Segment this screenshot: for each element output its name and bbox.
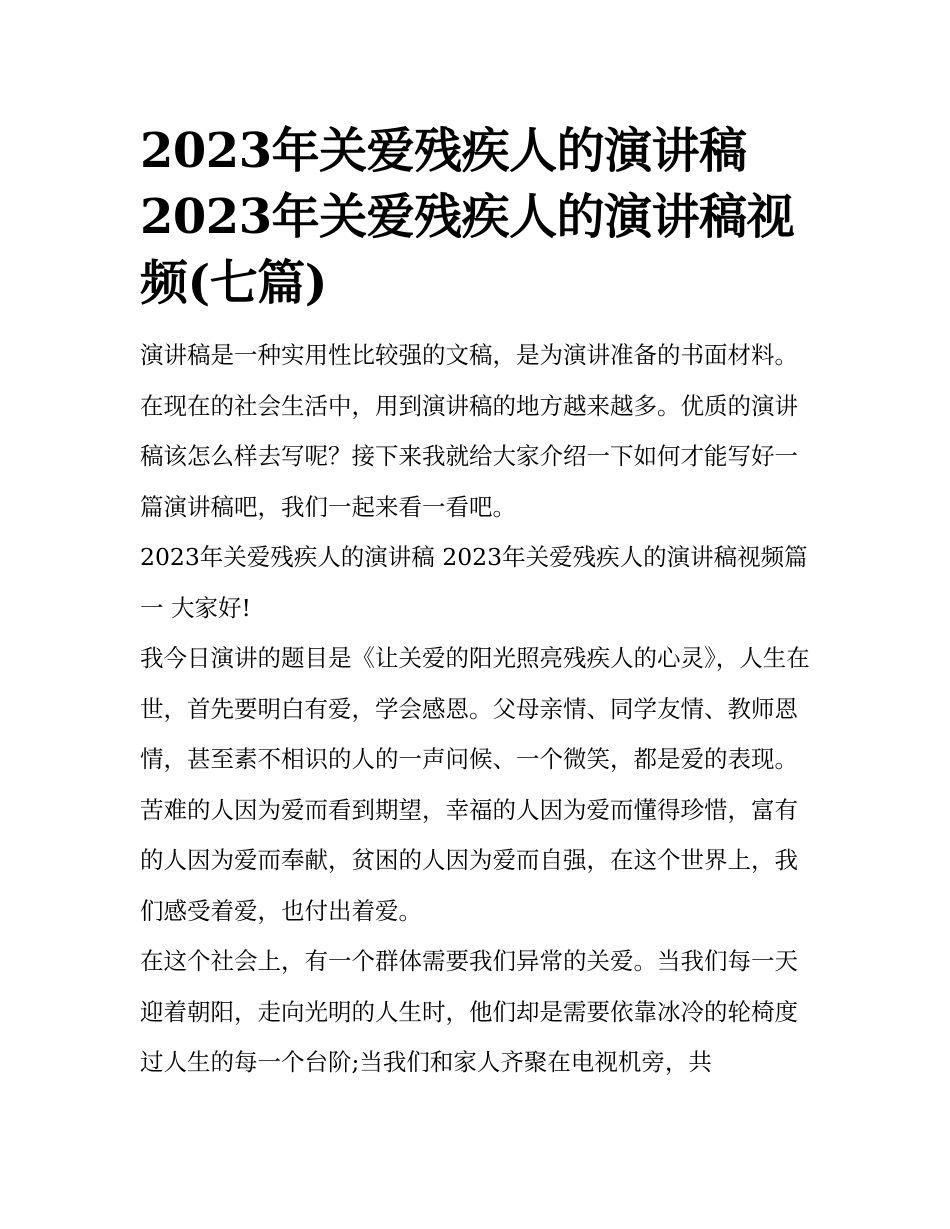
intro-paragraph: 演讲稿是一种实用性比较强的文稿，是为演讲准备的书面材料。在现在的社会生活中，用到演讲稿的地方越来越多。优质的演讲稿该怎么样去写呢？接下来我就给大家介绍一下如何才能写好一篇演讲稿吧，我们一起来看一看吧。	[140, 341, 798, 521]
body-paragraph: 在这个社会上，有一个群体需要我们异常的关爱。当我们每一天迎着朝阳，走向光明的人生时，他们却是需要依靠冰冷的轮椅度过人生的每一个台阶;当我们和家人齐聚在电视机旁，共	[140, 947, 798, 1076]
body-paragraph: 我今日演讲的题目是《让关爱的阳光照亮残疾人的心灵》，人生在世，首先要明白有爱，学会感恩。父母亲情、同学友情、教师恩情，甚至素不相识的人的一声问候、一个微笑，都是爱的表现。苦难的人因为爱而看到期望，幸福的人因为爱而懂得珍惜，富有的人因为爱而奉献，贫困的人因为爱而自强，在这个世界上，我们感受着爱，也付出着爱。	[140, 644, 810, 925]
document-page	[140, 118, 812, 1088]
document-title: 2023年关爱残疾人的演讲稿 2023年关爱残疾人的演讲稿视频(七篇)	[140, 123, 795, 311]
section-heading-paragraph: 2023年关爱残疾人的演讲稿 2023年关爱残疾人的演讲稿视频篇一 大家好!	[140, 543, 808, 622]
